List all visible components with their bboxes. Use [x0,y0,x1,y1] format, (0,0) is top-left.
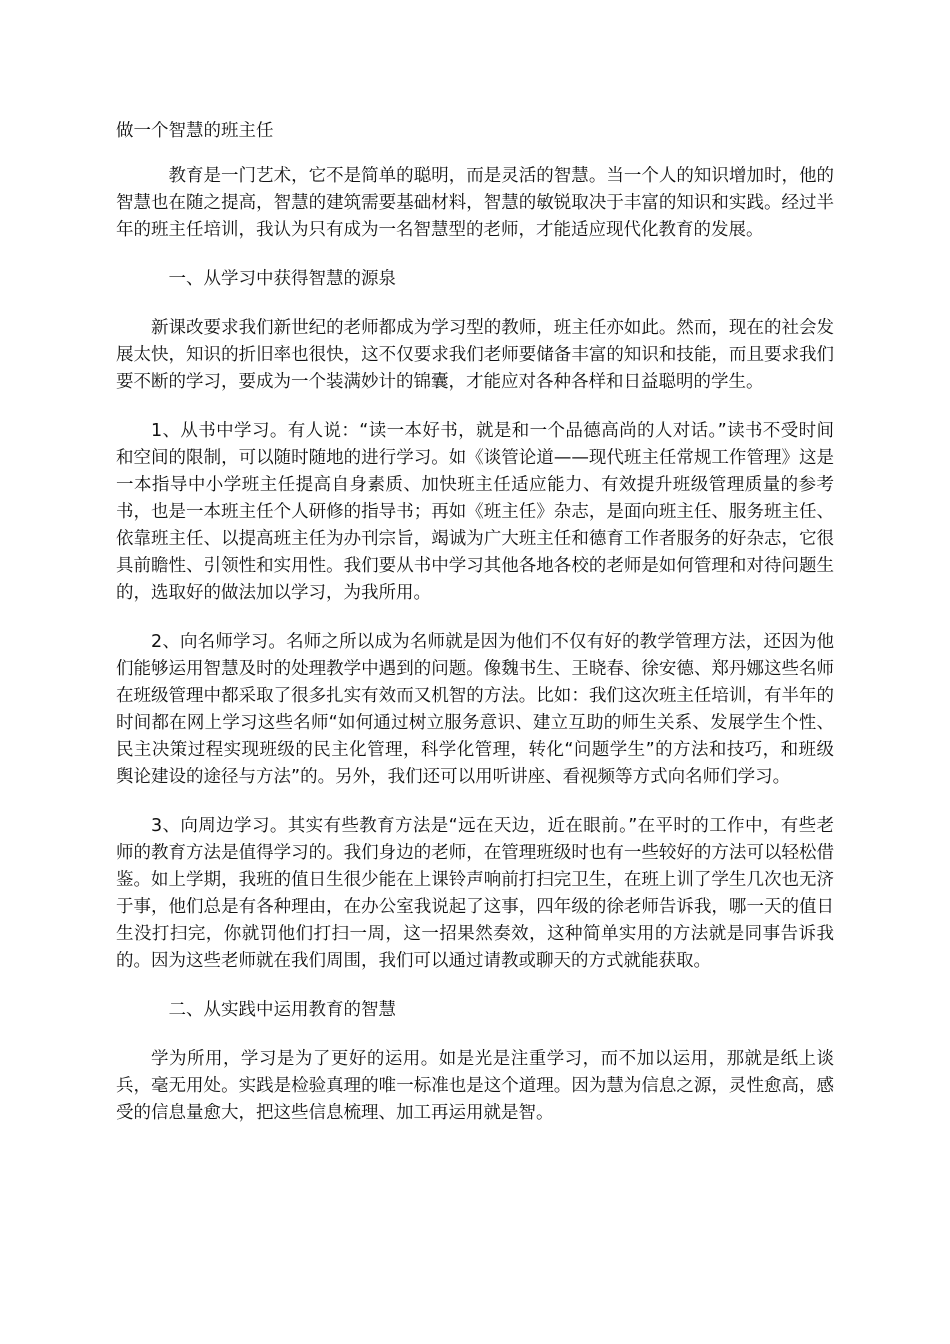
document-body [116,118,834,1149]
section-2-heading: 二、从实践中运用教育的智慧 [168,1000,396,1020]
intro-paragraph: 教育是一门艺术，它不是简单的聪明，而是灵活的智慧。当一个人的知识增加时，他的智慧也在随之提高，智慧的建筑需要基础材料，智慧的敏锐取决于丰富的知识和实践。经过半年的班主任培训，我认为只有成为一名智慧型的老师，才能适应现代化教育的发展。 [116,166,834,240]
section-1-item-2: 2、向名师学习。名师之所以成为名师就是因为他们不仅有好的教学管理方法，还因为他们能够运用智慧及时的处理教学中遇到的问题。像魏书生、王晓春、徐安德、郑丹娜这些名师在班级管理中都采取了很多扎实有效而又机智的方法。比如：我们这次班主任培训，有半年的时间都在网上学习这些名师“如何通过树立服务意识、建立互助的师生关系、发展学生个性、民主决策过程实现班级的民主化管理，科学化管理，转化“问题学生”的方法和技巧，和班级舆论建设的途径与方法”的。另外，我们还可以用听讲座、看视频等方式向名师们学习。 [116,632,834,787]
section-1-heading: 一、从学习中获得智慧的源泉 [168,269,396,289]
section-1-item-1: 1、从书中学习。有人说：“读一本好书，就是和一个品德高尚的人对话。”读书不受时间和空间的限制，可以随时随地的进行学习。如《谈管论道——现代班主任常规工作管理》这是一本指导中小学班主任提高自身素质、加快班主任适应能力、有效提升班级管理质量的参考书，也是一本班主任个人研修的指导书；再如《班主任》杂志，是面向班主任、服务班主任、依靠班主任、以提高班主任为办刊宗旨，竭诚为广大班主任和德育工作者服务的好杂志，它很具前瞻性、引领性和实用性。我们要从书中学习其他各地各校的老师是如何管理和对待问题生的，选取好的做法加以学习，为我所用。 [116,421,834,603]
section-2-paragraph: 学为所用，学习是为了更好的运用。如是光是注重学习，而不加以运用，那就是纸上谈兵，毫无用处。实践是检验真理的唯一标准也是这个道理。因为慧为信息之源，灵性愈高，感受的信息量愈大，把这些信息梳理、加工再运用就是智。 [116,1049,834,1123]
section-1-item-3: 3、向周边学习。其实有些教育方法是“远在天边，近在眼前。”在平时的工作中，有些老师的教育方法是值得学习的。我们身边的老师，在管理班级时也有一些较好的方法可以轻松借鉴。如上学期，我班的值日生很少能在上课铃声响前打扫完卫生，在班上训了学生几次也无济于事，他们总是有各种理由，在办公室我说起了这事，四年级的徐老师告诉我，哪一天的值日生没打扫完，你就罚他们打扫一周，这一招果然奏效，这种简单实用的方法就是同事告诉我的。因为这些老师就在我们周围，我们可以通过请教或聊天的方式就能获取。 [116,816,834,971]
section-1-paragraph: 新课改要求我们新世纪的老师都成为学习型的教师，班主任亦如此。然而，现在的社会发展太快，知识的折旧率也很快，这不仅要求我们老师要储备丰富的知识和技能，而且要求我们要不断的学习，要成为一个装满妙计的锦囊，才能应对各种各样和日益聪明的学生。 [116,318,834,392]
document-title: 做一个智慧的班主任 [116,121,274,141]
